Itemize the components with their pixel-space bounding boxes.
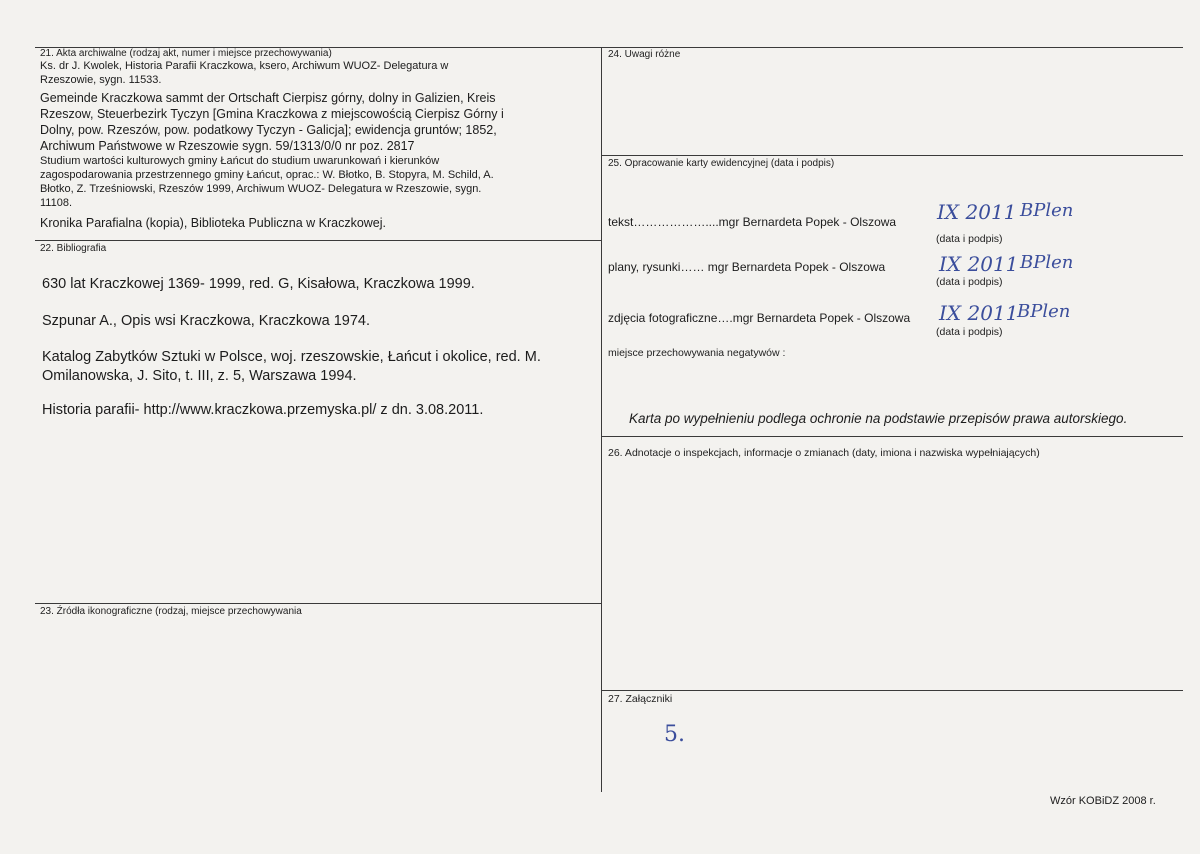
bibliography-entry: 630 lat Kraczkowej 1369- 1999, red. G, Kisałowa, Kraczkowa 1999. [42, 276, 475, 292]
section-26-title: 26. Adnotacje o inspekcjach, informacje o zmianach (daty, imiona i nazwiska wypełniających) [608, 447, 1040, 459]
section-22-title: 22. Bibliografia [40, 243, 107, 254]
archive-line: Rzeszow, Steuerbezirk Tyczyn [Gmina Kraczkowa z miejscowością Cierpisz Górny i [40, 107, 504, 121]
handwritten-date: IX 2011 [939, 252, 1019, 276]
archive-line: 11108. [40, 197, 73, 209]
section-23-title: 23. Źródła ikonograficzne (rodzaj, miejsce przechowywania [40, 606, 302, 617]
rule-25-26 [601, 436, 1183, 437]
attachments-count: 5. [664, 722, 685, 747]
rule-24-25 [601, 155, 1183, 156]
date-signature-caption: (data i podpis) [936, 276, 1003, 288]
copyright-notice: Karta po wypełnieniu podlega ochronie na podstawie przepisów prawa autorskiego. [629, 411, 1128, 426]
date-signature-caption: (data i podpis) [936, 326, 1003, 338]
handwritten-signature: BPlen [1020, 200, 1074, 221]
bibliography-entry: Szpunar A., Opis wsi Kraczkowa, Kraczkowa 1974. [42, 313, 371, 329]
handwritten-signature: BPlen [1017, 301, 1071, 322]
archive-line: Ks. dr J. Kwolek, Historia Parafii Kraczkowa, ksero, Archiwum WUOZ- Delegatura w [40, 60, 449, 72]
archive-line: Archiwum Państwowe w Rzeszowie sygn. 59/1313/0/0 nr poz. 2817 [40, 139, 415, 153]
template-version: Wzór KOBiDZ 2008 r. [1050, 795, 1156, 807]
bibliography-entry: Katalog Zabytków Sztuki w Polsce, woj. rzeszowskie, Łańcut i okolice, red. M. [42, 349, 541, 365]
archive-line: Błotko, Z. Trześniowski, Rzeszów 1999, Archiwum WUOZ- Delegatura w Rzeszowie, sygn. [40, 183, 482, 195]
handwritten-date: IX 2011 [939, 301, 1019, 325]
rule-21-22 [35, 240, 601, 241]
handwritten-date: IX 2011 [937, 200, 1017, 224]
archive-line: zagospodarowania przestrzennego gminy Łańcut, oprac.: W. Błotko, B. Stopyra, M. Schild, A. [40, 169, 494, 181]
section-24-title: 24. Uwagi różne [608, 49, 681, 60]
section-27-title: 27. Załączniki [608, 693, 673, 705]
section-25-title: 25. Opracowanie karty ewidencyjnej (data i podpis) [608, 158, 835, 169]
rule-22-23 [35, 603, 601, 604]
preparation-row-photos-label: zdjęcia fotograficzne….mgr Bernardeta Popek - Olszowa [608, 311, 911, 325]
center-divider [601, 47, 602, 792]
archive-line: Rzeszowie, sygn. 11533. [40, 74, 162, 86]
bibliography-entry: Omilanowska, J. Sito, t. III, z. 5, Warszawa 1994. [42, 368, 357, 384]
bibliography-entry: Historia parafii- http://www.kraczkowa.przemyska.pl/ z dn. 3.08.2011. [42, 402, 484, 418]
rule-26-27 [601, 690, 1183, 691]
archive-line: Dolny, pow. Rzeszów, pow. podatkowy Tyczyn - Galicja]; ewidencja gruntów; 1852, [40, 123, 497, 137]
date-signature-caption: (data i podpis) [936, 233, 1003, 245]
archive-line: Kronika Parafialna (kopia), Biblioteka Publiczna w Kraczkowej. [40, 216, 386, 230]
preparation-row-drawings-label: plany, rysunki…… mgr Bernardeta Popek - Olszowa [608, 260, 886, 274]
section-21-title: 21. Akta archiwalne (rodzaj akt, numer i miejsce przechowywania) [40, 48, 332, 59]
preparation-row-text-label: tekst………………....mgr Bernardeta Popek - Olszowa [608, 215, 897, 229]
handwritten-signature: BPlen [1020, 252, 1074, 273]
negatives-location-label: miejsce przechowywania negatywów : [608, 347, 786, 359]
archive-line: Studium wartości kulturowych gminy Łańcut do studium uwarunkowań i kierunków [40, 155, 440, 167]
archive-line: Gemeinde Kraczkowa sammt der Ortschaft Cierpisz górny, dolny in Galizien, Kreis [40, 91, 496, 105]
